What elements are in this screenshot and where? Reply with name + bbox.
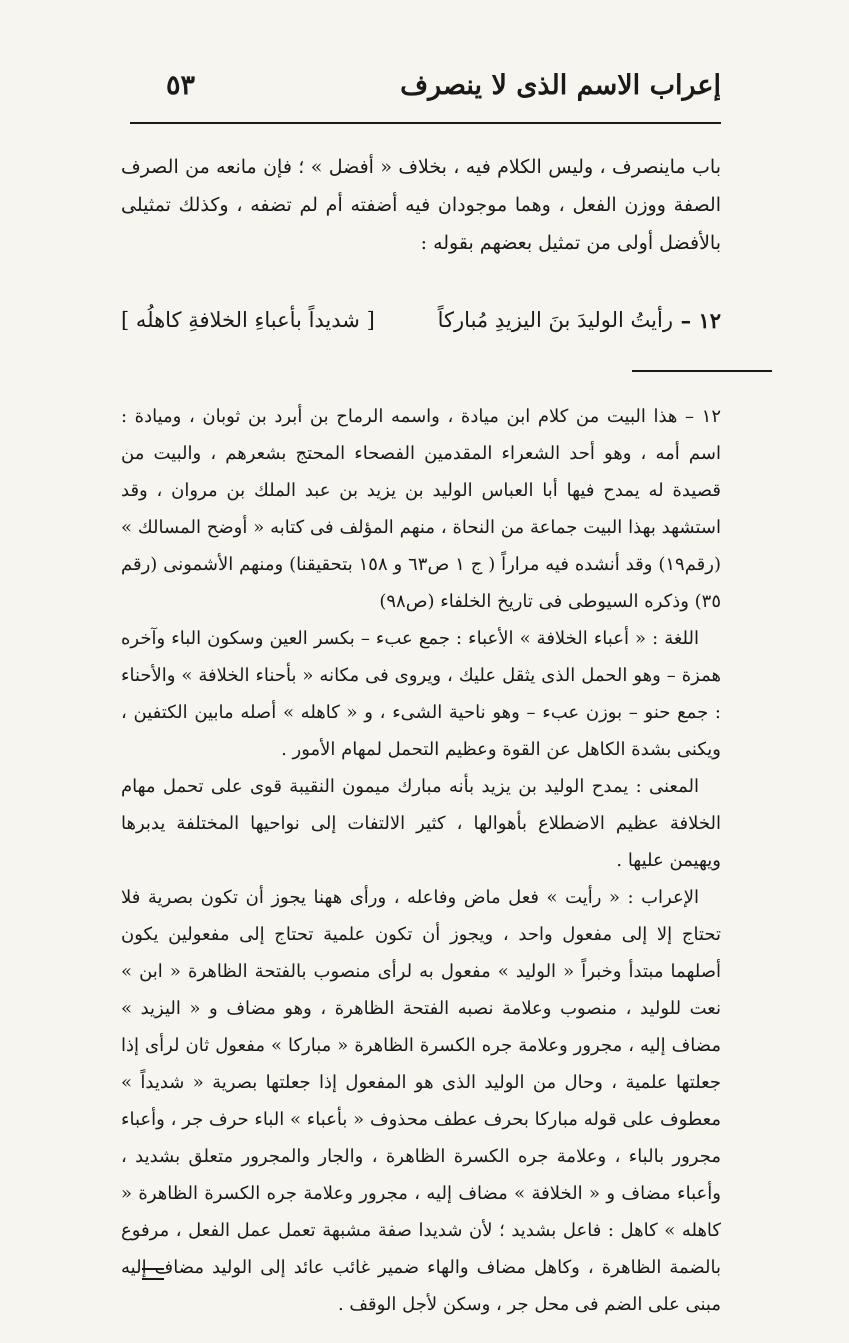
page-number: ٥٣: [166, 70, 196, 101]
verse-first-hemistich: رأيتُ الوليدَ بنَ اليزيدِ مُباركاً: [437, 308, 673, 332]
footnote-separator: [632, 370, 772, 372]
chapter-title: إعراب الاسم الذى لا ينصرف: [400, 70, 721, 101]
verse-number: ١٢ –: [680, 308, 721, 333]
running-header: [130, 70, 721, 114]
footnote-lexicon: اللغة : « أعباء الخلافة » الأعباء : جمع عبء – بكسر العين وسكون الباء وآخره همزة – وهو الحمل الذى يثقل عليك ، ويروى فى مكانه « بأحناء الخلافة » والأحناء : جمع حنو – بوزن عبء – وهو ناحية الشىء ، و « كاهله » أصله مابين الكتفين ، ويكنى بشدة الكاهل عن القوة وعظيم التحمل لمهام الأمور .: [121, 628, 721, 760]
footnotes-block: [121, 398, 721, 1323]
main-text-block: [121, 148, 721, 262]
footnote-source: ١٢ – هذا البيت من كلام ابن ميادة ، واسمه الرماح بن أبرد بن ثوبان ، وميادة : اسم أمه ، وهو أحد الشعراء المقدمين الفصحاء المحتج بشعرهم ، والبيت من قصيدة له يمدح فيها أبا العباس الوليد بن يزيد بن عبد الملك بن مروان ، وقد استشهد بهذا البيت جماعة من النحاة ، منهم المؤلف فى كتابه « أوضح المسالك » (رقم١٩) وقد أنشده فيه مراراً ( ج ١ ص٦٣ و ١٥٨ بتحقيقنا) ومنهم الأشمونى (رقم ٣٥) وذكره السيوطى فى تاريخ الخلفاء (ص٩٨): [121, 406, 722, 612]
footnote-meaning: المعنى : يمدح الوليد بن يزيد بأنه مبارك ميمون النقيبة قوى على تحمل مهام الخلافة عظيم الاضطلاع بأهوالها ، كثير الالتفات إلى نواحيها المختلفة يدبرها ويهيمن عليها .: [121, 776, 721, 871]
header-rule: [130, 122, 721, 124]
verse-second-hemistich: [ شديداً بأعباءِ الخلافةِ كاهلُه ]: [121, 308, 375, 332]
signature-mark: [142, 1268, 164, 1280]
main-paragraph: باب ماينصرف ، وليس الكلام فيه ، بخلاف « أفضل » ؛ فإن مانعه من الصرف الصفة ووزن الفعل ، وهما موجودان فيه أضفته أم لم تضفه ، وكذلك تمثيلى بالأفضل أولى من تمثيل بعضهم بقوله :: [121, 156, 721, 254]
footnote-parsing: الإعراب : « رأيت » فعل ماض وفاعله ، ورأى ههنا يجوز أن تكون بصرية فلا تحتاج إلا إلى مفعول واحد ، ويجوز أن تكون علمية تحتاج إلى مفعولين يكون أصلهما مبتدأ وخبراً « الوليد » مفعول به لرأى منصوب بالفتحة الظاهرة « ابن » نعت للوليد ، منصوب وعلامة نصبه الفتحة الظاهرة ، وهو مضاف و « اليزيد » مضاف إليه ، مجرور وعلامة جره الكسرة الظاهرة « مباركا » مفعول ثان لرأى إذا جعلتها علمية ، وحال من الوليد الذى هو المفعول إذا جعلتها بصرية « شديداً » معطوف على قوله مباركا بحرف عطف محذوف « بأعباء » الباء حرف جر ، وأعباء مجرور بالباء ، وعلامة جره الكسرة الظاهرة ، والجار والمجرور متعلق بشديد ، وأعباء مضاف و « الخلافة » مضاف إليه ، مجرور وعلامة جره الكسرة الظاهرة « كاهله » كاهل : فاعل بشديد ؛ لأن شديدا صفة مشبهة تعمل عمل الفعل ، مرفوع بالضمة الظاهرة ، وكاهل مضاف والهاء ضمير غائب عائد إلى الوليد مضاف إليه مبنى على الضم فى محل جر ، وسكن لأجل الوقف .: [121, 887, 721, 1315]
poetry-verse: [121, 302, 721, 342]
